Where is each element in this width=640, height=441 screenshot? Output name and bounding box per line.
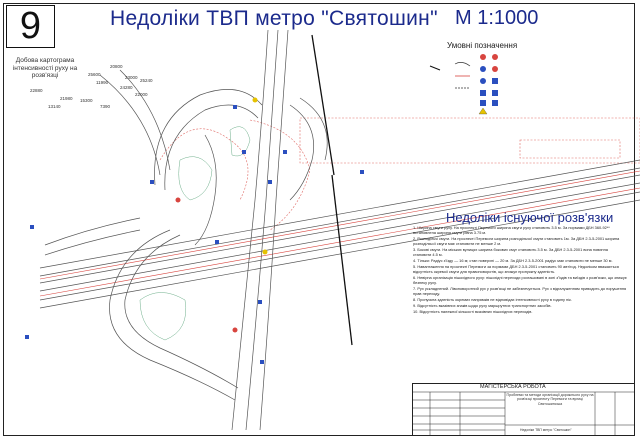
legend-title: Умовні позначення bbox=[447, 41, 518, 50]
cartogram-label: Добова картограма інтенсивності руху на розв'язці bbox=[12, 57, 78, 79]
cartogram-value: 24280 bbox=[120, 85, 133, 90]
cartogram-value: 22000 bbox=[135, 92, 148, 97]
defect-item: 3. Бокові смуги. На міських вулицях ширина бокових смуг становить 3.5 м. За ДБН 2.3-5-2001 вона повинна становити 4.5 м. bbox=[413, 247, 608, 257]
title-block-heading: МАГІСТЕРСЬКА РОБОТА bbox=[480, 384, 546, 390]
defect-item: 4. Тільки: Радіус з'їзду — 16 м; стан поверхні — 20 м. За ДБН 2.3-5-2001 радіус має становити не менше 30 м. bbox=[413, 258, 613, 263]
defect-item: 5. Навантаження на проспекті Перемоги за нормами ДБН 2.3-5-2001 становить 90 авт/год. Недоліком вважається відсутність окремої смуги для правоповоротів, що знижує пропускну здатність. bbox=[413, 264, 619, 274]
sheet-scale: М 1:1000 bbox=[455, 7, 539, 29]
defect-item: 6. Невірна організація пішохідного руху: пішохідні переходи розташовані в зоні з'їздів та виїздів з розв'язки, що знижує безпеку руху. bbox=[413, 275, 627, 285]
defect-item: 10. Відсутність належної кількості вказівних пішохідних переходів. bbox=[413, 309, 533, 315]
sheet-number: 9 bbox=[6, 5, 55, 48]
defect-item: 7. Рух ускладнений. Лівоповоротний рух у розв'язці не забезпечується. Рух з відгалуженням приводить до порушення прав переходу. bbox=[413, 286, 627, 296]
cartogram-value: 21980 bbox=[60, 96, 73, 101]
defect-item: 8. Пропускна здатність окремих напрямків не відповідає інтенсивності руху в годину пік. bbox=[413, 297, 572, 303]
defect-item: 2. Розподільчі смуги. На проспекті Перемоги ширина розподільчої смуги становить 1м. За ДБН 2.3-5-2001 ширина розподільчої смуги має становити не менше 2 м. bbox=[413, 236, 620, 246]
defect-item: 1. Ширина смуги руху. На проспекті Перемоги ширина смуги руху становить 3.5 м. За нормами ДБН 360-92** встановлена ширина смуги рівна 3.75 м. bbox=[413, 225, 610, 235]
title-block-caption: Проблеми та методи організації дорожнього руху на розв'язці проспекту Перемоги та вулиці Святошинська bbox=[506, 393, 594, 406]
cartogram-value: 11990 bbox=[96, 80, 109, 85]
cartogram-value: 15300 bbox=[80, 98, 93, 103]
cross-street bbox=[232, 30, 288, 430]
cartogram-value: 25240 bbox=[140, 78, 153, 83]
cartogram-value: 25600 bbox=[88, 72, 101, 77]
cartogram-value: 20800 bbox=[110, 64, 123, 69]
cartogram-value: 7390 bbox=[100, 104, 111, 109]
sheet-title: Недоліки ТВП метро "Святошин" bbox=[110, 7, 438, 30]
cartogram-value: 23000 bbox=[125, 75, 138, 80]
divider-lines bbox=[312, 35, 352, 345]
title-block-footer: Недоліки ТВП метро "Святошин" bbox=[520, 428, 572, 432]
defect-item: 9. Відсутність вказівних знаків щодо руху маршрутних транспортних засобів. bbox=[413, 303, 552, 309]
cartogram-value: 13140 bbox=[48, 104, 61, 109]
defects-list bbox=[413, 226, 627, 316]
legend-symbols bbox=[430, 54, 498, 114]
defects-title: Недоліки існуючої розв'язки bbox=[446, 210, 614, 225]
cartogram-value: 22880 bbox=[30, 88, 43, 93]
